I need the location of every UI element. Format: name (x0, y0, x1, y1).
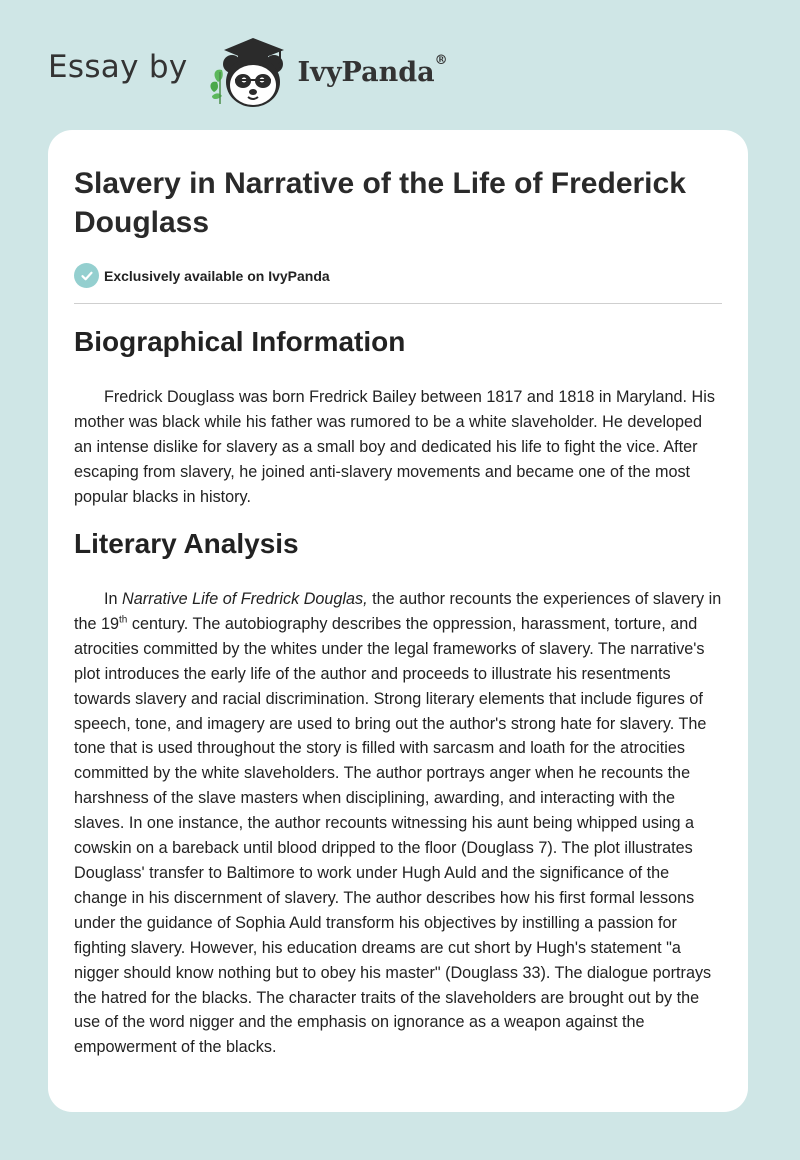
essay-card (48, 130, 748, 1112)
ordinal-suffix: th (119, 614, 128, 626)
essay-by-label: Essay by (48, 49, 188, 85)
panda-graduate-icon[interactable] (204, 30, 296, 110)
divider (74, 303, 722, 304)
book-title: Narrative Life of Fredrick Douglas, (122, 590, 368, 608)
section-paragraph-biographical: Fredrick Douglass was born Fredrick Bailey between 1817 and 1818 in Maryland. His mother was black while his father was rumored to be a white slaveholder. He developed an intense dislike for slavery as a small boy and dedicated his life to fight the vice. After escaping from slavery, he joined anti-slavery movements and became one of the most popular blacks in history. (74, 388, 715, 506)
section-heading-biographical: Biographical Information (74, 326, 406, 357)
registered-mark: ® (434, 52, 448, 68)
brand-name[interactable]: IvyPanda® (297, 52, 448, 88)
section-heading-literary: Literary Analysis (74, 528, 299, 559)
check-circle-icon (74, 263, 99, 288)
exclusive-badge (74, 263, 330, 288)
section-paragraph-literary: In Narrative Life of Fredrick Douglas, the author recounts the experiences of slavery in the 19th century. The autobiography describes the oppression, harassment, torture, and atrocities committed by the whites under the legal frameworks of slavery. The narrative's plot introduces the early life of the author and proceeds to illustrate his resentments towards slavery and racial discrimination. Strong literary elements that include figures of speech, tone, and imagery are used to bring out the author's strong hate for slavery. The tone that is used throughout the story is filled with sarcasm and loath for the atrocities committed by the white slaveholders. The author portrays anger when he recounts the harshness of the slave masters when disciplining, awarding, and interacting with the slaves. In one instance, the author recounts witnessing his aunt being whipped using a cowskin on a bareback until blood dripped to the floor (Douglass 7). The plot illustrates Douglass' transfer to Baltimore to work under Hugh Auld and the significance of the change in his discernment of slavery. The author describes how his first formal lessons under the guidance of Sophia Auld transform his objectives by instilling a passion for fighting slavery. However, his education dreams are cut short by Hugh's statement "a nigger should know nothing but to obey his master" (Douglass 33). The dialogue portrays the hatred for the blacks. The character traits of the slaveholders are brought out by the use of the word nigger and the emphasis on ignorance as a weapon against the empowerment of the blacks. (74, 590, 722, 1057)
exclusive-label: Exclusively available on IvyPanda (104, 267, 330, 284)
site-header (48, 30, 448, 110)
page-title: Slavery in Narrative of the Life of Frederick Douglass (74, 167, 686, 239)
